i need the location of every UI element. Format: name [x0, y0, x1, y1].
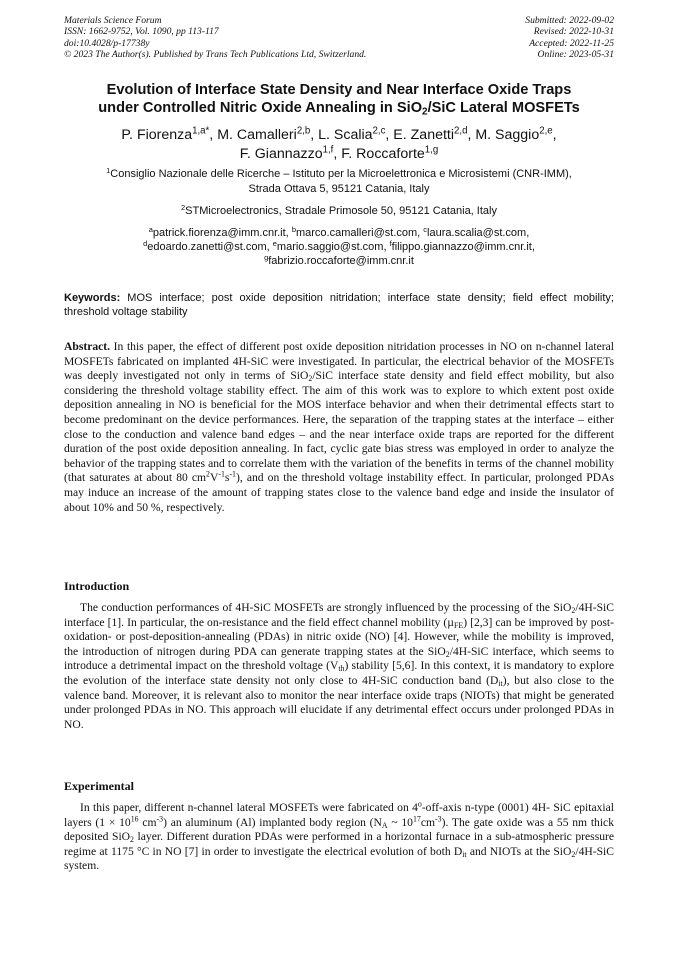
author-name: M. Camalleri	[217, 127, 297, 143]
affiliation-1: $^1$Consiglio Nazionale delle Ricerche – Istituto per la Microelettronica e Microsistemi (CNR-IMM), Strada Ottava 5, 95121 Catania, Italy	[106, 165, 572, 195]
email-link[interactable]: filippo.giannazzo@imm.cnr.it,	[391, 241, 535, 253]
doi-line: doi:10.4028/p-17738y	[64, 37, 150, 49]
online-date: Online: 2023-05-31	[537, 49, 614, 61]
affiliation-2: $^2$STMicroelectronics, Stradale Primosole 50, 95121 Catania, Italy	[181, 202, 497, 217]
author-name: M. Saggio	[475, 127, 540, 143]
authors-line-2: F. Giannazzo$^{1,f}$, F. Roccaforte$^{1,g}$	[239, 144, 439, 162]
author-name: L. Scalia	[318, 127, 373, 143]
author-name: P. Fiorenza	[121, 127, 193, 143]
experimental-paragraph: In this paper, different n-channel lateral MOSFETs were fabricated on 4$^o$-off-axis n-type (0001) 4H- SiC epitaxial layers ($1 \times 10^{16}$ $cm^{-3}$) an aluminum (Al) implanted body region ($N_A$ ~ $10^{17}cm^{-3}$). The gate oxide was a 55 nm thick deposited SiO$_2$ layer. Different duration PDAs were performed in a horizontal furnace in a sub-atmospheric pressure regime at 1175 °C in NO [7] in order to investigate the electrical evolution of both $D_{it}$ and NIOTs at the SiO$_2$/4H-SiC system.	[64, 799, 615, 873]
abstract-label: Abstract.	[64, 340, 111, 353]
authors-line-1: P. Fiorenza$^{1,a*}$, M. Camalleri$^{2,b}$, L. Scalia$^{2,c}$, E. Zanetti$^{2,d}$, M. Saggio$^{2,e}$,	[121, 125, 557, 143]
abstract-block: Abstract. In this paper, the effect of different post oxide deposition nitridation processes in NO on n-channel lateral MOSFETs fabricated on implanted 4H-SiC were investigated. In particular, the electrical behavior of the MOSFETs was deeply investigated not only in terms of SiO$_2$/SiC interface state density and field effect mobility, but also considering the threshold voltage stability effect. The aim of this work was to explore to which extent post oxide deposition annealing in NO is beneficial for the MOS interface behavior and when their detrimental effects start to become predominant on the device performances. Here, the separation of the trapping states at the interface – either close to the conduction and valence band edges – and the near interface oxide traps are reported for the different duration of the post oxide deposition annealing. In fact, cyclic gate bias stress was employed in order to analyze the behavior of the trapping states and to correlate them with the variation of the benefits in terms of the channel mobility (that saturates at about 80 $cm^2V^{-1}s^{-1}$), and on the threshold voltage instability effect. In particular, prolonged PDAs may induce an increase of the amount of trapping states close to the valence band edge and inside the insulator of about 10% and 50 %, respectively.	[64, 340, 615, 514]
keywords-label: Keywords:	[64, 292, 121, 304]
revised-date: Revised: 2022-10-31	[533, 26, 614, 38]
journal-header-right	[525, 15, 614, 61]
author-name: F. Roccaforte	[341, 146, 425, 162]
journal-name: Materials Science Forum	[64, 15, 162, 26]
copyright-line: © 2023 The Author(s). Published by Trans Tech Publications Ltd, Switzerland.	[64, 49, 367, 61]
email-link[interactable]: patrick.fiorenza@imm.cnr.it,	[152, 227, 289, 239]
author-list	[40, 126, 638, 164]
issn-line: ISSN: 1662-9752, Vol. 1090, pp 113-117	[64, 26, 219, 38]
introduction-heading: Introduction	[64, 579, 130, 593]
title-line-2: under Controlled Nitric Oxide Annealing in SiO$_2$/SiC Lateral MOSFETs	[98, 100, 580, 118]
email-link[interactable]: laura.scalia@st.com,	[427, 227, 530, 239]
submitted-date: Submitted: 2022-09-02	[525, 15, 614, 26]
author-emails: $^a$patrick.fiorenza@imm.cnr.it, $^b$marco.camalleri@st.com, $^c$laura.scalia@st.com, $^d$edoardo.zanetti@st.com, $^e$mario.saggio@st.com, $^f$filippo.giannazzo@imm.cnr.it, $^g$fabrizio.roccaforte@imm.cnr.it	[143, 224, 535, 267]
author-name: F. Giannazzo	[239, 146, 323, 162]
journal-header-left	[64, 15, 366, 61]
keywords-text: MOS interface; post oxide deposition nitridation; interface state density; field effect mobility; threshold voltage stability	[64, 292, 614, 318]
experimental-heading: Experimental	[64, 779, 134, 793]
paper-title	[40, 81, 638, 117]
title-line-1: Evolution of Interface State Density and Near Interface Oxide Traps	[106, 82, 572, 98]
email-link[interactable]: mario.saggio@st.com,	[276, 241, 387, 253]
keywords-block	[64, 291, 614, 319]
author-name: E. Zanetti	[393, 127, 455, 143]
email-link[interactable]: fabrizio.roccaforte@imm.cnr.it	[268, 255, 414, 267]
email-link[interactable]: marco.camalleri@st.com,	[295, 227, 421, 239]
email-link[interactable]: edoardo.zanetti@st.com,	[147, 241, 270, 253]
introduction-paragraph: The conduction performances of 4H-SiC MOSFETs are strongly influenced by the processing of the SiO$_2$/4H-SiC interface [1]. In particular, the on-resistance and the field effect channel mobility (µ$_{FE}$) [2,3] can be improved by post-oxidation- or post-deposition-annealing (PDAs) in nitric oxide (NO) [4]. However, while the mobility is improved, the introduction of nitrogen during PDA can generate trapping states at the SiO$_2$/4H-SiC interface, which seems to introduce a detrimental impact on the threshold voltage $(V_{th})$ stability [5,6]. In this context, it is mandatory to explore the evolution of the interface state density not only close to 4H-SiC conduction band $(D_{it})$, but also close to the valence band. Moreover, it is relevant also to monitor the near interface oxide traps (NIOTs) that might be generated under prolonged PDAs in NO. This approach will elucidate if any detrimental effect occurs under prolonged PDAs in NO.	[64, 601, 614, 731]
accepted-date: Accepted: 2022-11-25	[529, 37, 614, 49]
